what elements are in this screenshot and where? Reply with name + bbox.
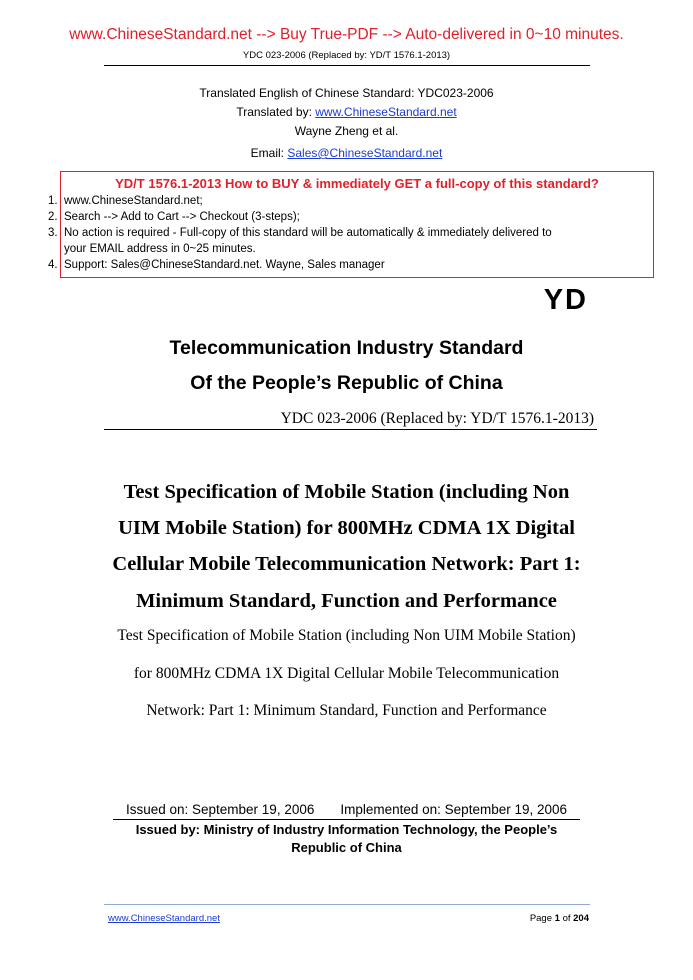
translation-line: Translated English of Chinese Standard: YDC023-2006: [199, 86, 494, 100]
doc-title-line: Cellular Mobile Telecommunication Network: Part 1:: [112, 553, 581, 575]
buy-box-title: YD/T 1576.1-2013 How to BUY & immediately GET a full-copy of this standard?: [115, 176, 599, 191]
buy-step-text: No action is required - Full-copy of this standard will be automatically & immediately delivered to: [64, 227, 552, 239]
page-number: [530, 913, 589, 924]
issued-on: Issued on: September 19, 2006: [125, 802, 315, 817]
standard-mark: YD: [543, 284, 588, 316]
email-link[interactable]: Sales@ChineseStandard.net: [287, 146, 443, 160]
implemented-on: Implemented on: September 19, 2006: [340, 802, 568, 817]
buy-step: [48, 227, 552, 239]
footer-link[interactable]: www.ChineseStandard.net: [108, 913, 220, 924]
doc-title-line: UIM Mobile Station) for 800MHz CDMA 1X Digital: [118, 517, 575, 539]
header-subheading: YDC 023-2006 (Replaced by: YD/T 1576.1-2013): [242, 50, 451, 61]
buy-step: [48, 243, 256, 255]
buy-step-number: 3.: [48, 227, 58, 239]
page-total: 204: [573, 913, 589, 924]
standard-code: YDC 023-2006 (Replaced by: YD/T 1576.1-2013): [280, 410, 594, 427]
page-current: 1: [554, 913, 560, 924]
doc-subtitle-line: Test Specification of Mobile Station (including Non UIM Mobile Station): [117, 627, 576, 644]
page-of: of: [559, 913, 574, 924]
doc-subtitle-line: for 800MHz CDMA 1X Digital Cellular Mobile Telecommunication: [133, 665, 560, 682]
translated-by-label: Translated by:: [236, 105, 316, 119]
translated-by: [0, 105, 693, 119]
dates-line: [0, 802, 693, 817]
doc-subtitle-line: Network: Part 1: Minimum Standard, Function and Performance: [146, 702, 547, 719]
buy-step-text: Search --> Add to Cart --> Checkout (3-steps);: [64, 211, 300, 223]
buy-step-number: 1.: [48, 195, 58, 207]
header-banner: www.ChineseStandard.net --> Buy True-PDF --> Auto-delivered in 0~10 minutes.: [69, 26, 624, 43]
buy-step-text: your EMAIL address in 0~25 minutes.: [64, 243, 256, 255]
buy-step-number: 4.: [48, 259, 58, 271]
buy-step-text: www.ChineseStandard.net;: [64, 195, 203, 207]
header-rule: [104, 65, 590, 66]
page-label: Page: [529, 913, 555, 924]
footer-rule: [104, 904, 590, 905]
buy-step-text: Support: Sales@ChineseStandard.net. Wayne, Sales manager: [64, 259, 385, 271]
issuer-line: Issued by: Ministry of Industry Information Technology, the People’s: [135, 822, 558, 837]
doc-title-line: Minimum Standard, Function and Performance: [136, 590, 557, 612]
buy-step: [48, 211, 300, 223]
buy-step: [48, 259, 385, 271]
buy-step: [48, 195, 203, 207]
industry-heading: Telecommunication Industry Standard: [169, 337, 524, 359]
email-label: Email:: [250, 146, 288, 160]
industry-heading-country: Of the People’s Republic of China: [190, 372, 503, 394]
dates-rule: [113, 819, 580, 820]
email-line: [0, 146, 693, 160]
translator-link[interactable]: www.ChineseStandard.net: [315, 105, 457, 119]
code-rule: [104, 429, 597, 430]
translators: Wayne Zheng et al.: [294, 124, 399, 138]
issuer-line: Republic of China: [291, 840, 402, 855]
doc-title-line: Test Specification of Mobile Station (including Non: [123, 481, 570, 503]
buy-step-number: 2.: [48, 211, 58, 223]
